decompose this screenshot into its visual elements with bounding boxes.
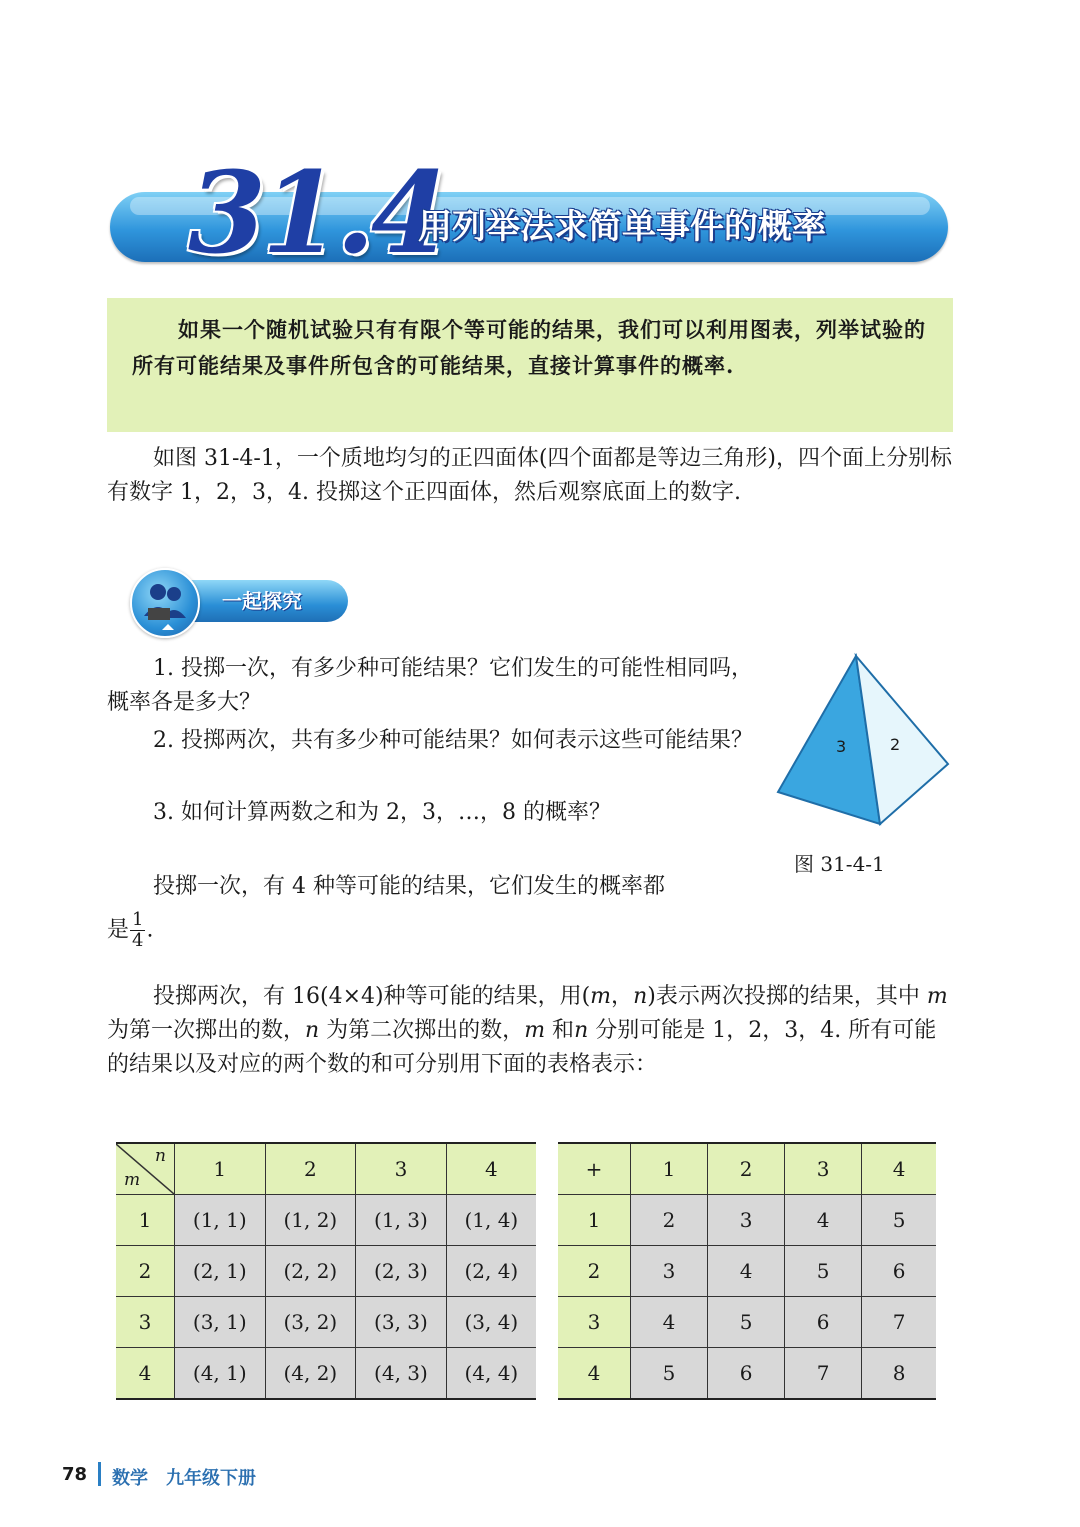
p3-part-2: )表示两次投掷的结果，其中	[647, 984, 927, 1009]
sum-table	[558, 1142, 936, 1400]
var-m: m	[524, 1018, 546, 1043]
table-cell: (1, 2)	[265, 1195, 356, 1246]
row-header: 3	[558, 1297, 631, 1348]
corner-label-m: m	[124, 1170, 141, 1190]
intro-text: 如果一个随机试验只有有限个等可能的结果，我们可以利用图表，列举试验的所有可能结果及事件所包含的可能结果，直接计算事件的概率.	[132, 317, 926, 378]
outcome-pairs-table	[116, 1142, 536, 1400]
var-m: m	[926, 984, 948, 1009]
row-header: 1	[558, 1195, 631, 1246]
table-cell: 5	[785, 1246, 862, 1297]
table-cell: 5	[862, 1195, 936, 1246]
table-cell: 4	[785, 1195, 862, 1246]
var-n: n	[305, 1018, 320, 1043]
p3-comma: ，	[611, 984, 634, 1009]
table-cell: (2, 3)	[356, 1246, 447, 1297]
table-corner-cell	[116, 1143, 175, 1195]
section-number: 31.4	[188, 148, 445, 279]
p3-part-1: 投掷两次，有 16(4×4)种等可能的结果，用(	[153, 984, 591, 1009]
table-row	[558, 1297, 936, 1348]
row-header: 1	[116, 1195, 175, 1246]
row-header: 3	[116, 1297, 175, 1348]
column-header: 4	[862, 1143, 936, 1195]
table-row	[558, 1246, 936, 1297]
column-header: 3	[356, 1143, 447, 1195]
face-label-left: 3	[836, 737, 847, 756]
explore-label: 一起探究	[222, 589, 302, 613]
p3-part-4: 为第二次掷出的数，	[319, 1018, 525, 1043]
paragraph-3	[107, 980, 955, 1082]
table-cell: 6	[785, 1297, 862, 1348]
table-cell: 4	[708, 1246, 785, 1297]
paragraph-1: 如图 31-4-1，一个质地均匀的正四面体(四个面都是等边三角形)，四个面上分别标有数字 1，2，3，4. 投掷这个正四面体，然后观察底面上的数字.	[107, 446, 953, 505]
fraction-one-quarter	[130, 910, 145, 951]
table-row	[558, 1348, 936, 1400]
table-cell: 2	[631, 1195, 708, 1246]
table-cell: (4, 3)	[356, 1348, 447, 1400]
table-cell: (2, 4)	[446, 1246, 536, 1297]
table-cell: 6	[708, 1348, 785, 1400]
table-cell: 3	[631, 1246, 708, 1297]
row-header: 4	[116, 1348, 175, 1400]
table-cell: (3, 2)	[265, 1297, 356, 1348]
face-label-right: 2	[890, 735, 901, 754]
paragraph-2-suffix: .	[146, 917, 154, 943]
table-cell: 5	[708, 1297, 785, 1348]
table-cell: (1, 4)	[446, 1195, 536, 1246]
var-n: n	[633, 984, 648, 1009]
column-header: 1	[175, 1143, 266, 1195]
row-header: 4	[558, 1348, 631, 1400]
table-header-row	[558, 1143, 936, 1195]
fraction-numerator: 1	[132, 909, 144, 930]
table-row	[116, 1297, 536, 1348]
paragraph-2	[107, 870, 757, 951]
table-cell: 6	[862, 1246, 936, 1297]
table-cell: (1, 1)	[175, 1195, 266, 1246]
table-cell: (4, 1)	[175, 1348, 266, 1400]
table-cell: 7	[785, 1348, 862, 1400]
p3-part-5: 和	[545, 1018, 575, 1043]
figure-caption: 图 31-4-1	[794, 852, 885, 876]
p3-part-6: 分别可能是 1，2，3，4. 所有可能的结果以及对应的两个数的和可分别用下面的表格表示：	[107, 1018, 937, 1077]
table-row	[558, 1195, 936, 1246]
column-header: 3	[785, 1143, 862, 1195]
question-1: 1. 投掷一次，有多少种可能结果？它们发生的可能性相同吗，概率各是多大？	[107, 656, 753, 715]
table-row	[116, 1348, 536, 1400]
table-cell: (4, 4)	[446, 1348, 536, 1400]
fraction-denominator: 4	[132, 930, 144, 951]
var-m: m	[590, 984, 612, 1009]
table-cell: 3	[708, 1195, 785, 1246]
section-title: 用列举法求简单事件的概率	[418, 207, 826, 247]
page-number: 78	[62, 1464, 88, 1485]
table-cell: (3, 1)	[175, 1297, 266, 1348]
footer-divider	[98, 1462, 101, 1486]
table-cell: 8	[862, 1348, 936, 1400]
table-cell: 4	[631, 1297, 708, 1348]
people-icon	[130, 568, 200, 638]
p3-part-3: 为第一次掷出的数，	[107, 1018, 306, 1043]
column-header: 2	[708, 1143, 785, 1195]
book-title: 数学 九年级下册	[112, 1468, 256, 1489]
table-cell: (4, 2)	[265, 1348, 356, 1400]
column-header: 2	[265, 1143, 356, 1195]
column-header: 1	[631, 1143, 708, 1195]
table-cell: (1, 3)	[356, 1195, 447, 1246]
row-header: 2	[116, 1246, 175, 1297]
question-2: 2. 投掷两次，共有多少种可能结果？如何表示这些可能结果？	[153, 728, 753, 753]
paragraph-2-text: 投掷一次，有 4 种等可能的结果，它们发生的概率都	[153, 874, 665, 899]
table-cell: (3, 4)	[446, 1297, 536, 1348]
paragraph-2-prefix: 是	[107, 917, 130, 943]
plus-corner-cell: +	[558, 1143, 631, 1195]
table-cell: (2, 2)	[265, 1246, 356, 1297]
table-cell: (2, 1)	[175, 1246, 266, 1297]
tetrahedron-figure	[772, 652, 954, 832]
column-header: 4	[446, 1143, 536, 1195]
question-3: 3. 如何计算两数之和为 2，3，…，8 的概率？	[153, 800, 611, 825]
table-row	[116, 1246, 536, 1297]
paragraph-2-line2	[107, 910, 757, 951]
table-header-row	[116, 1143, 536, 1195]
var-n: n	[574, 1018, 589, 1043]
corner-label-n: n	[155, 1146, 166, 1166]
table-cell: 5	[631, 1348, 708, 1400]
row-header: 2	[558, 1246, 631, 1297]
table-row	[116, 1195, 536, 1246]
table-cell: (3, 3)	[356, 1297, 447, 1348]
table-cell: 7	[862, 1297, 936, 1348]
